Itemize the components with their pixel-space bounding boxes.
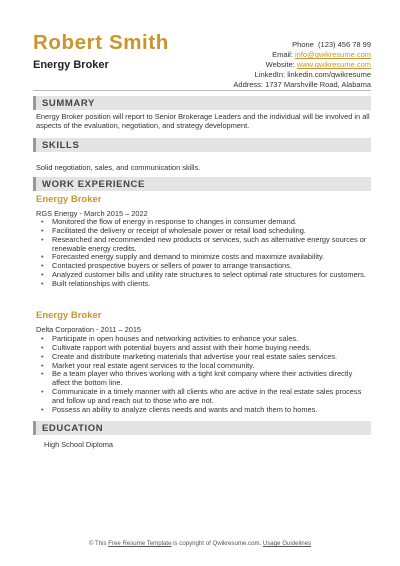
website-link[interactable]: www.qwikresume.com	[296, 60, 371, 70]
list-item: • Contacted prospective buyers or sellers of power to arrange transactions.	[36, 262, 370, 271]
experience-section-header	[33, 177, 371, 191]
list-item: • Built relationships with clients.	[36, 280, 370, 289]
contact-email: Email: info@qwikresume.com	[272, 50, 371, 60]
list-item: • Cultivate rapport with potential buyers and assist with their home buying needs.	[36, 344, 370, 353]
footer: © This Free Resume Template is copyright of Qwikresume.com. Usage Guidelines	[88, 540, 312, 547]
header-divider	[33, 90, 371, 91]
list-item: • Be a team player who thrives working with a tight knit company where their activities directly affect the bottom line.	[36, 370, 370, 388]
contact-block	[233, 40, 371, 90]
summary-heading: SUMMARY	[42, 97, 95, 109]
candidate-name: Robert Smith	[33, 31, 169, 54]
contact-phone: Phone (123) 456 78 99	[292, 40, 371, 49]
contact-website: Website: www.qwikresume.com	[265, 60, 371, 70]
skills-heading: SKILLS	[42, 139, 80, 151]
job-1-bullets	[36, 218, 370, 289]
list-item: • Researched and recommended new products or services, such as alternative energy sources or renewable energy credits.	[36, 236, 370, 254]
candidate-title: Energy Broker	[33, 59, 109, 71]
job-2-bullets	[36, 335, 370, 415]
list-item: • Facilitated the delivery or receipt of wholesale power or retail load scheduling.	[36, 227, 370, 236]
address-value: 1737 Marshville Road, Alabama	[265, 80, 371, 90]
education-heading: EDUCATION	[42, 422, 104, 434]
job-2-title: Energy Broker	[36, 310, 102, 321]
education-section-header	[33, 421, 371, 435]
contact-address: Address: 1737 Marshville Road, Alabama	[233, 80, 371, 90]
education-text: High School Diploma	[44, 440, 114, 449]
skills-text: Solid negotiation, sales, and communication skills.	[36, 163, 201, 172]
list-item: • Forecasted energy supply and demand to minimize costs and maximize availability.	[36, 253, 370, 262]
list-item: • Possess an ability to analyze clients needs and wants and match them to homes.	[36, 406, 370, 415]
contact-linkedin: LinkedIn: linkedin.com/qwikresume	[254, 70, 371, 80]
summary-section-header	[33, 96, 371, 110]
summary-text: Energy Broker position will report to Senior Brokerage Leaders and the individual will be involved in all aspects of the evaluation, negotiation, and strategy development.	[36, 112, 370, 131]
list-item: • Communicate in a timely manner with all clients who are active in the real estate sales process and follow up and reach out to those who are not.	[36, 388, 370, 406]
experience-heading: WORK EXPERIENCE	[42, 178, 145, 190]
job-1-company-dates: RGS Energy - March 2015 – 2022	[36, 209, 148, 218]
job-2-company-dates: Delta Corporation - 2011 – 2015	[36, 325, 142, 334]
list-item: • Analyzed customer bills and utility rate structures to select optimal rate structures for customers.	[36, 271, 370, 280]
list-item: • Create and distribute marketing materials that advertise your real estate sales services.	[36, 353, 370, 362]
list-item: • Market your real estate agent services to the local community.	[36, 362, 370, 371]
list-item: • Participate in open houses and networking activities to enhance your sales.	[36, 335, 370, 344]
usage-guidelines-link[interactable]: Usage Guidelines	[262, 540, 312, 547]
job-1-title: Energy Broker	[36, 194, 102, 205]
email-link[interactable]: info@qwikresume.com	[295, 50, 371, 60]
skills-section-header	[33, 138, 371, 152]
free-resume-template-link[interactable]: Free Resume Template	[108, 540, 172, 547]
list-item: • Monitored the flow of energy in response to changes in consumer demand.	[36, 218, 370, 227]
linkedin-value: linkedin.com/qwikresume	[287, 70, 371, 80]
